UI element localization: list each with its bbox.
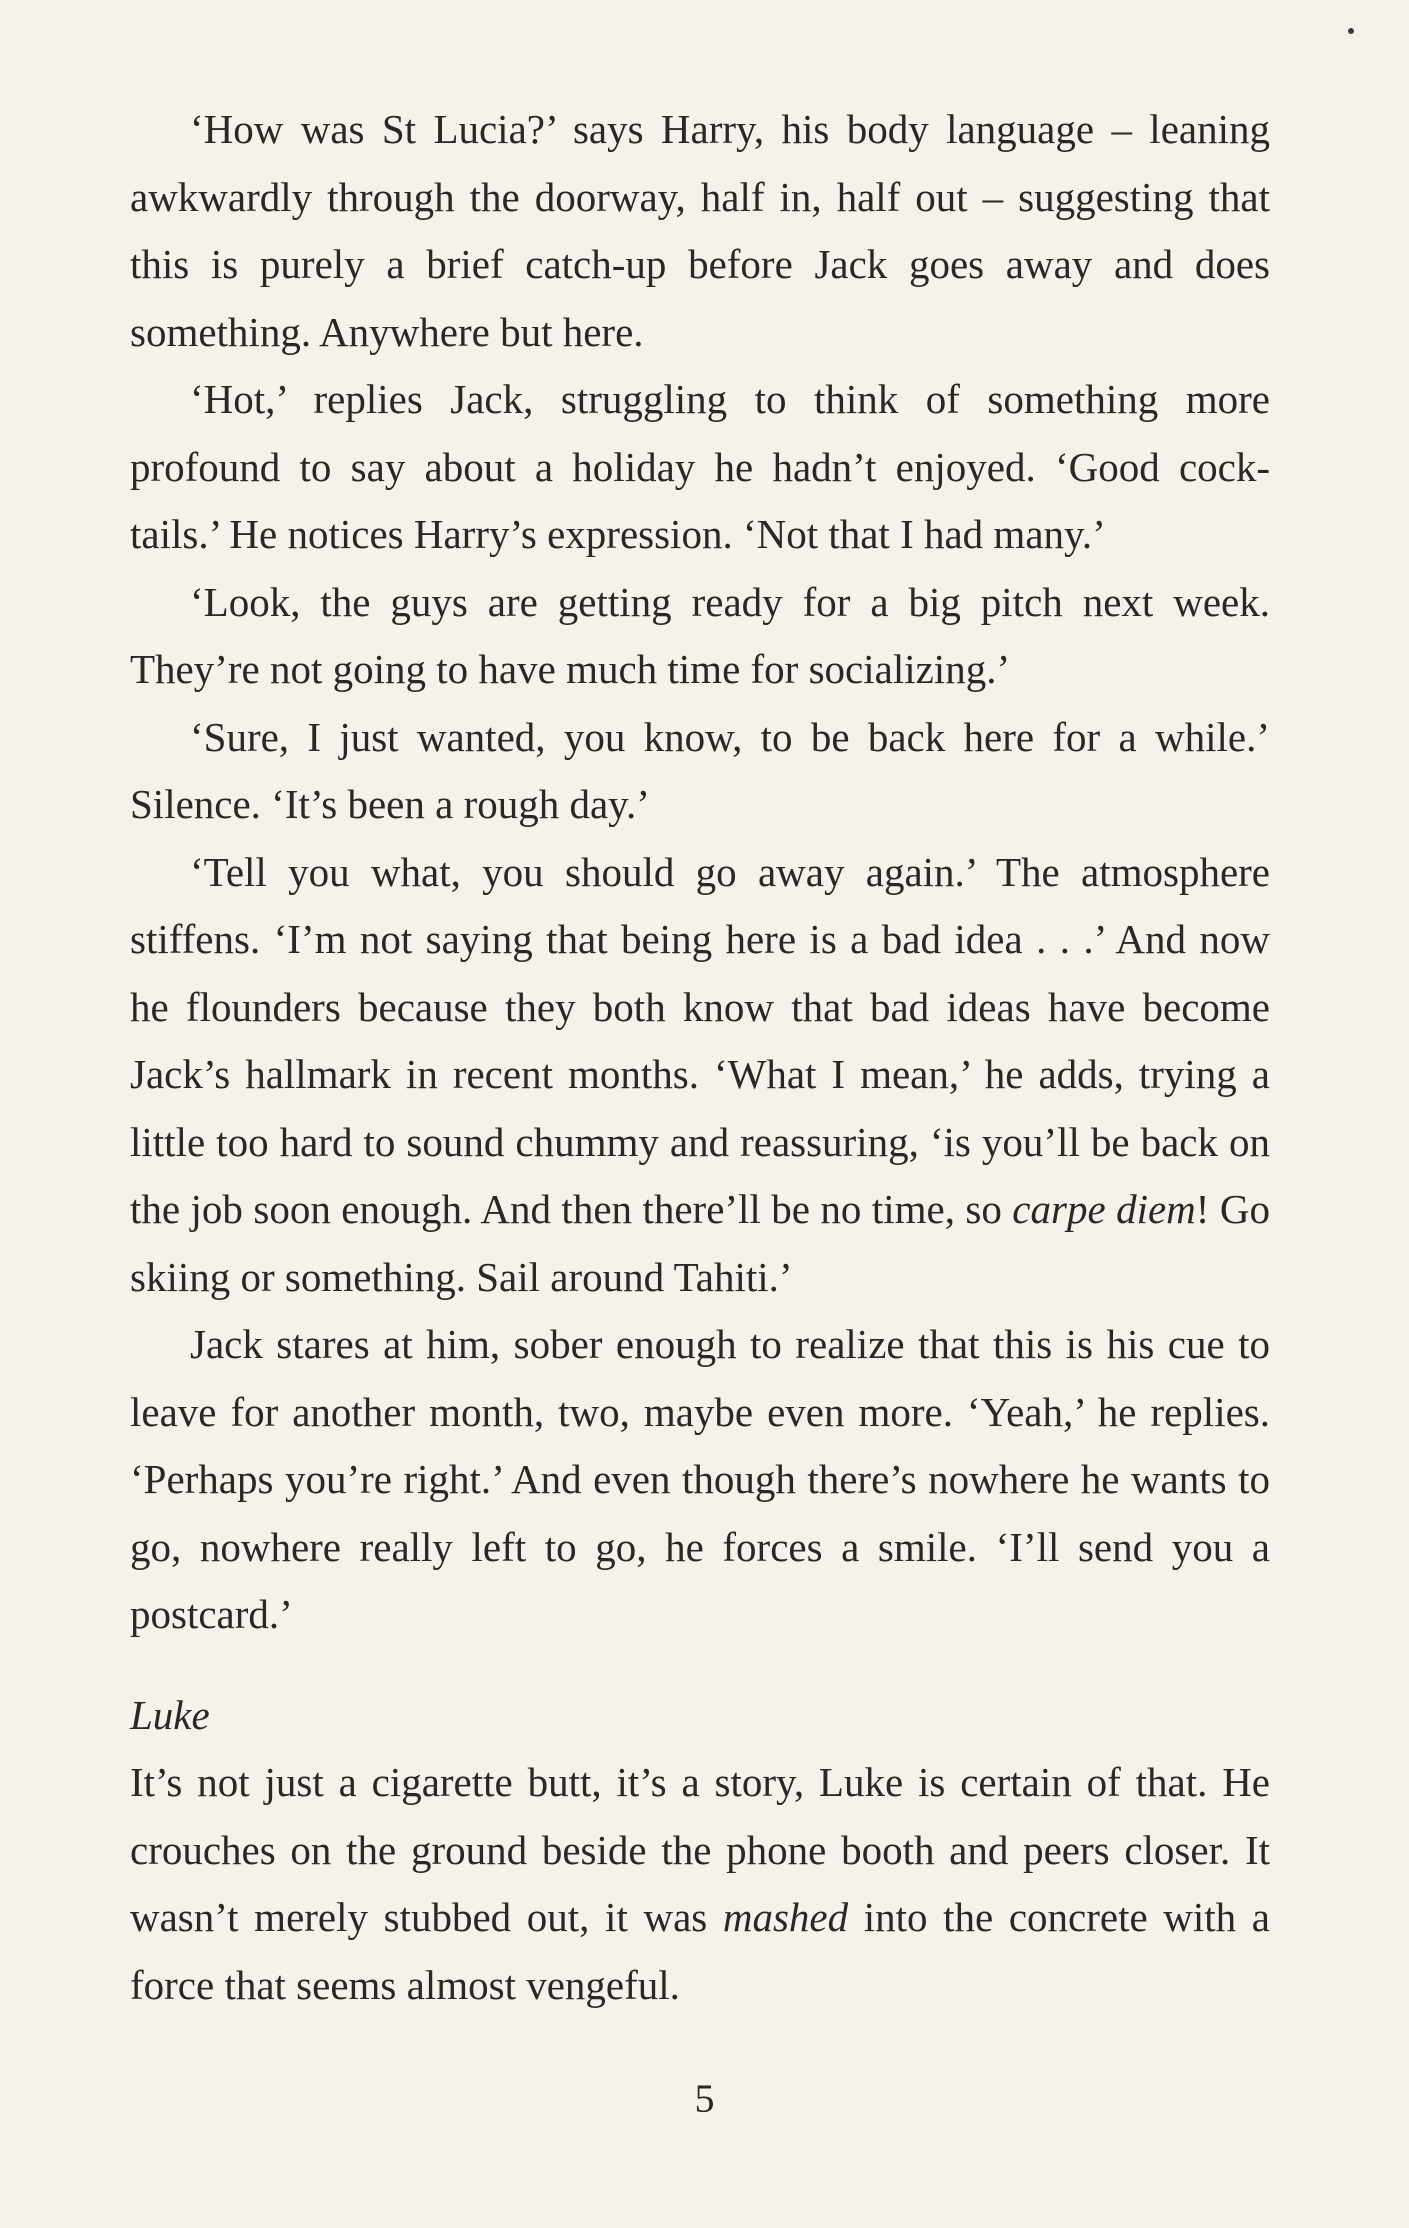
paragraph-1: ‘How was St Lucia?’ says Harry, his body language – leaning awkwardly through the doorway, half in, half out – suggesting that this is purely a brief catch-up before Jack goes away and does something. Anywhere but here. bbox=[130, 106, 1270, 355]
paragraph-5 bbox=[130, 839, 1270, 1312]
section-paragraph-italic: mashed bbox=[722, 1894, 849, 1940]
paragraph-6: Jack stares at him, sober enough to realize that this is his cue to leave for another month, two, maybe even more. ‘Yeah,’ he replies. ‘Perhaps you’re right.’ And even though there’s nowhere he wants to go, nowhere really left to go, he forces a smile. ‘I’ll send you a postcard.’ bbox=[130, 1321, 1270, 1637]
page-number: 5 bbox=[694, 2076, 715, 2121]
section-paragraph bbox=[130, 1749, 1270, 2019]
paragraph-4: ‘Sure, I just wanted, you know, to be back here for a while.’ Silence. ‘It’s been a rough day.’ bbox=[130, 713, 1270, 827]
paragraph-5-italic: carpe diem bbox=[1012, 1186, 1196, 1232]
body-text bbox=[130, 96, 1270, 2019]
paragraph-2: ‘Hot,’ replies Jack, struggling to think of something more profound to say about a holiday he hadn’t enjoyed. ‘Good cock-tails.’ He notices Harry’s expression. ‘Not that I had many.’ bbox=[130, 376, 1270, 557]
paragraph-5-text-a: ‘Tell you what, you should go away again.’ The atmosphere stiffens. ‘I’m not saying that being here is a bad idea . . .’ And now he flounders because they both know that bad ideas have become Jack’s hallmark in recent months. ‘What I mean,’ he adds, trying a little too hard to sound chummy and reassuring, ‘is you’ll be back on the job soon enough. And then there’ll be no time, so bbox=[130, 848, 1270, 1232]
paragraph-3: ‘Look, the guys are getting ready for a big pitch next week. They’re not going to have much time for socializing.’ bbox=[130, 578, 1270, 692]
section-paragraph-text-b: into the concrete with a force that seems almost vengeful. bbox=[130, 1894, 1270, 2008]
scan-speck bbox=[1348, 28, 1354, 34]
section-break bbox=[130, 1649, 1270, 1682]
paragraph-5-text-b: ! Go skiing or something. Sail around Tahiti.’ bbox=[130, 1186, 1270, 1300]
section-paragraph-text-a: It’s not just a cigarette butt, it’s a story, Luke is certain of that. He crouches on the ground beside the phone booth and peers closer. It wasn’t merely stubbed out, it was bbox=[130, 1759, 1270, 1940]
section-heading: Luke bbox=[130, 1691, 210, 1738]
